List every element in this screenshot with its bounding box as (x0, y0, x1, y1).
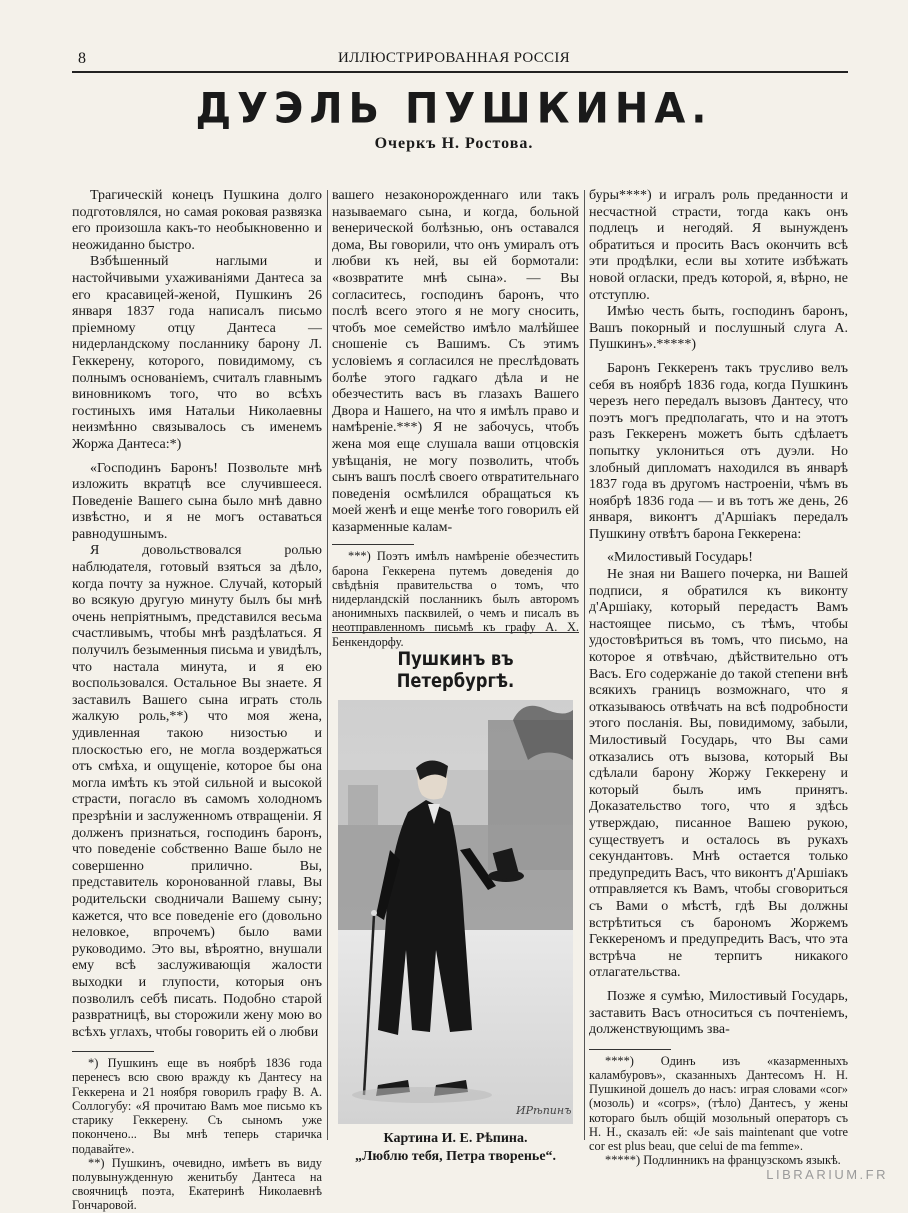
inset-title: Пушкинъ въ Петербургѣ. (396, 648, 515, 692)
painting-image (338, 700, 573, 1124)
painting-pushkin-in-petersburg (338, 700, 573, 1124)
paragraph: Не зная ни Вашего почерка, ни Вашей подписи, я обратился къ виконту д'Аршіаку, который передастъ Вамъ настоящее письмо, съ тѣмъ, чтобы удостовѣриться въ томъ, что письмо, на которое я отвѣчаю, дѣйствительно отъ Васъ. Его содержаніе до такой степени внѣ всякихъ границъ возможнаго, что я отказываюсь отвѣчать на всѣ подробности этого посланія. Вы, повидимому, забыли, Милостивый Государь, что Вы сами отказались отъ вызова, который Вы сдѣлали барону Жоржу Геккерену и который былъ имъ принятъ. Доказательство того, что я здѣсь утверждаю, писанное Вашею рукою, существуетъ и осталось въ рукахъ секундантовъ. Мнѣ остается только предупредить Васъ, что виконтъ д'Аршіакъ отправляется къ Вамъ, чтобы сговориться съ Вами о мѣстѣ, гдѣ Вы должны встрѣтиться съ барономъ Жоржемъ Геккереномъ и предупредить Васъ, что эта встрѣча не терпитъ никакого отлагательства. (589, 567, 848, 981)
caption-artist: Картина И. Е. Рѣпина. (383, 1131, 528, 1146)
column-right (589, 188, 848, 1167)
paragraph: «Господинъ Баронъ! Позвольте мнѣ изложить вкратцѣ все случившееся. Поведеніе Вашего сына было мнѣ давно извѣстно, и я не могъ оставаться равнодушнымъ. (72, 460, 322, 542)
article-title: ДУЭЛЬ ПУШКИНА. (195, 84, 713, 134)
paragraph: вашего незаконорожденнаго или такъ называемаго сына, и когда, больной венерической болѣзнью, онъ оставался дома, Вы говорили, что онъ умиралъ отъ любви къ ней, вы ей бормотали: «возвратите мнѣ сына». — Вы согласитесь, господинъ баронъ, что послѣ всего этого я не могу сносить, чтобъ мое семейство имѣло малѣйшее сношеніе съ Вашимъ. Съ этимъ условіемъ я согласился не преслѣдовать болѣе этого гадкаго дѣла и не обезчестить васъ въ глазахъ Вашего Двора и Нашего, на что я имѣлъ право и намѣреніе.***) Я не забочусь, чтобъ жена моя еще слушала ваши отцовскія увѣщанія, не могу позволить, чтобъ сынъ вашъ послѣ своего отвратительнаго поведенія осмѣлился обращаться къ моей женѣ и еще менѣе того говорилъ ей казарменные калам- (332, 188, 579, 535)
painting-signature: ИРѣпинъ (516, 1104, 572, 1117)
footnotes (72, 1056, 322, 1212)
column-divider (327, 190, 328, 1140)
footnotes (332, 549, 579, 648)
footnote-rule (589, 1049, 671, 1050)
watermark: LIBRARIUM.FR (766, 1167, 888, 1182)
paragraph: Баронъ Геккеренъ такъ трусливо велъ себя въ ноябрѣ 1836 года, когда Пушкинъ черезъ него передалъ вызовъ Дантесу, что поэтъ могъ предполагать, что и на этотъ разъ Геккеренъ можетъ быть сдѣлаетъ попытку уклониться отъ дуэли. Но злобный дипломатъ находился въ январѣ 1837 года въ другомъ настроеніи, чѣмъ въ ноябрѣ 1836 года — и въ тотъ же день, 26 января, виконтъ д'Аршіакъ передалъ Пушкину отвѣтъ барона Геккерена: (589, 360, 848, 542)
inset-rule-top (332, 632, 579, 633)
header-rule (72, 71, 848, 73)
paragraph: буры****) и игралъ роль преданности и несчастной страсти, тогда какъ онъ подлецъ и негодяй. Я вынужденъ обратиться и просить Васъ окончить всѣ эти продѣлки, если вы хотите избѣжать новой огласки, предъ которой, я, вѣрно, не отступлю. (589, 188, 848, 303)
page-number: 8 (78, 50, 86, 67)
running-header: ИЛЛЮСТРИРОВАННАЯ РОССІЯ (338, 50, 570, 66)
footnote: *) Пушкинъ еще въ ноябрѣ 1836 года перенесъ всю свою вражду къ Дантесу на Геккерена и 21 ноября говорилъ графу В. А. Соллогубу: «Я прочитаю Вамъ мое письмо къ старику Геккерену. Съ сыномъ уже покончено... Вы мнѣ теперь старичка подавайте». (72, 1056, 322, 1156)
column-divider (584, 190, 585, 1140)
paragraph: Трагическій конецъ Пушкина долго подготовлялся, но самая роковая развязка его произошла какъ-то необыкновенно и неожиданно быстро. (72, 188, 322, 253)
footnote: ****) Одинъ изъ «казарменныхъ каламбуровъ», сказанныхъ Дантесомъ Н. Н. Пушкиной дошелъ до насъ: играя словами «cor» (мозоль) и «corps», (тѣло) Дантесъ, у жены котораго былъ общій мозольный операторъ съ Н. Н., сказалъ ей: «Je sais maintenant que votre cor est plus beau, que celui de ma femme». (589, 1053, 848, 1153)
footnote: **) Пушкинъ, очевидно, имѣетъ въ виду полувынужденную женитьбу Дантеса на своячницѣ поэта, Екатеринѣ Николаевнѣ Гончаровой. (72, 1155, 322, 1213)
caption-title: „Люблю тебя, Петра творенье“. (354, 1149, 557, 1164)
article-byline: Очеркъ Н. Ростова. (374, 135, 534, 152)
paragraph: «Милостивый Государь! (607, 550, 753, 566)
paragraph: Позже я сумѣю, Милостивый Государь, заставить Васъ относиться съ почтеніемъ, долженствующимъ зва- (589, 988, 848, 1038)
footnote-rule (332, 544, 414, 545)
paragraph: Имѣю честь быть, господинъ баронъ, Вашъ покорный и послушный слуга А. Пушкинъ».*****) (589, 304, 848, 353)
footnote: ***) Поэтъ имѣлъ намѣреніе обезчестить барона Геккерена путемъ доведенія до свѣдѣнія правительства о томъ, что нидерландскій посланникъ былъ авторомъ анонимныхъ пасквилей, о чемъ и писалъ въ неотправленномъ письмѣ къ графу А. Х. Бенкендорфу. (332, 549, 579, 649)
footnote: *****) Подлинникъ на французскомъ языкѣ. (605, 1153, 841, 1168)
footnotes (589, 1054, 848, 1168)
paragraph: Я довольствовался ролью наблюдателя, готовый взяться за дѣло, когда почту за нужное. Случай, который во всякую другую минуту былъ бы мнѣ очень непріятнымъ, представился весьма счастливымъ, чтобы мнѣ раздѣлаться. Я получилъ безыменныя письма и увидѣлъ, что настала минута, и я ею воспользовался. Остальное Вы знаете. Я заставилъ Вашего сына играть столь жалкую роль,**) что моя жена, удивленная такою низостью и плоскостью его, не могла воздержаться отъ смѣха, и ощущеніе, которое бы она могла имѣть къ этой сильной и высокой страсти, погасло въ самомъ холодномъ презрѣніи и заслуженномъ отвращеніи. Я долженъ признаться, господинъ баронъ, что поведеніе собственно Ваше было не совершенно прилично. Вы, представитель коронованной главы, Вы родительски сводничали Вашему сыну; кажется, что все поведеніе его (довольно неловкое, впрочемъ) было вами руководимо. Это вы, вѣроятно, внушали ему всѣ заслуживающія жалости выходки и глупости, которыя онъ позволилъ себѣ писать. Подобно старой развратницѣ, вы сторожили жену мою во всѣхъ углахъ, чтобы говорить ей о любви (72, 543, 322, 1040)
paragraph: Взбѣшенный наглыми и настойчивыми ухаживаніями Дантеса за его красавицей-женой, Пушкинъ 26 января 1837 года написалъ письмо пріемному отцу Дантеса — нидерландскому посланнику барону Л. Геккерену, которого, повидимому, съ полнымъ основаніемъ, считалъ главнымъ виновникомъ того, что во всѣхъ гостиныхъ имя Натальи Николаевны неизмѣнно связывалось съ именемъ Жоржа Дантеса:*) (72, 254, 322, 452)
column-middle (332, 188, 579, 649)
footnote-rule (72, 1051, 154, 1052)
column-left (72, 188, 322, 1213)
